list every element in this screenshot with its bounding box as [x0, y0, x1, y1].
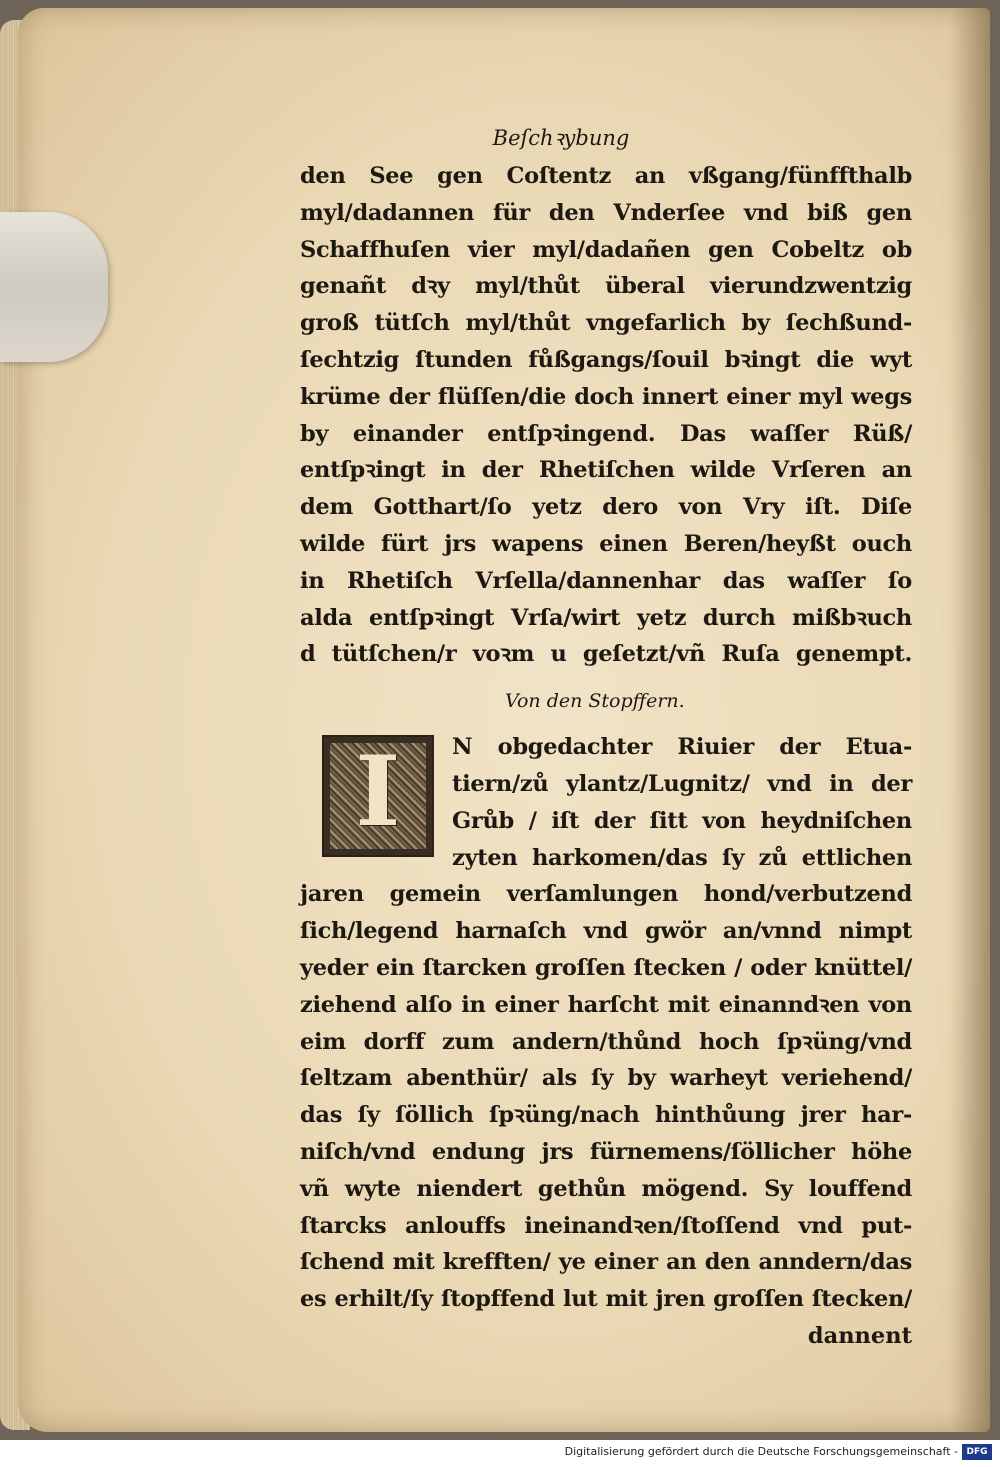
text-line: N obgedachter Riuier der Etua- [452, 734, 912, 761]
text-line: in Rhetiſch Vrſella/dannenhar das waſſer ſo [300, 567, 912, 594]
funding-credit: Digitalisierung gefördert durch die Deutsche Forschungsgemeinschaft - [564, 1445, 958, 1458]
text-line: eim dorff zum andern/thůnd hoch ſpꝛüng/vnd [300, 1028, 912, 1055]
dfg-logo[interactable]: DFG [962, 1444, 992, 1460]
text-line: ziehend alſo in einer harſcht mit einanndꝛen von [300, 991, 912, 1018]
text-line: ſchend mit krefften/ ye einer an den anndern/das [300, 1249, 912, 1276]
text-block [300, 118, 912, 1355]
paper-tab-strip [0, 212, 108, 362]
text-line: zyten harkomen/das ſy zů ettlichen [452, 844, 912, 871]
text-line: alda entſpꝛingt Vrſa/wirt yetz durch mißbꝛuch [300, 604, 912, 631]
footer-bar [0, 1440, 1000, 1467]
text-line: wilde fürt jrs wapens einen Beren/heyßt ouch [300, 530, 912, 557]
text-line: ſtarcks anlouffs ineinandꝛen/ſtoſſend vnd put- [300, 1212, 912, 1239]
text-line: genañt dꝛy myl/thůt überal vierundzwentzig [300, 273, 912, 300]
decorated-initial [322, 735, 434, 857]
text-line: dem Gotthart/ſo yetz dero von Vry iſt. Diſe [300, 494, 912, 521]
text-line: Grůb / iſt der ſitt von heydniſchen [452, 807, 912, 834]
running-head: Beſchꝛybung [492, 126, 630, 150]
text-line: es erhilt/ſy ſtopffend lut mit jren groſſen ſtecken/ [300, 1286, 912, 1313]
text-line: yeder ein ſtarcken groſſen ſtecken / oder knüttel/ [300, 954, 912, 981]
catchword: dannent [807, 1322, 912, 1349]
text-line: ſich/legend harnaſch vnd gwör an/vnnd nimpt [300, 918, 912, 945]
text-line: by einander entſpꝛingend. Das waſſer Rüß/ [300, 420, 912, 447]
text-line: krüme der flüſſen/die doch innert einer myl wegs [300, 383, 912, 410]
section-2 [300, 729, 912, 1318]
page-gutter-shadow [950, 8, 990, 1432]
text-line: groß tütſch myl/thůt vngefarlich by ſechßund- [300, 310, 912, 337]
text-line: das ſy ſöllich ſpꝛüng/nach hinthůung jrer har- [300, 1102, 912, 1129]
section-1 [300, 158, 912, 673]
text-line: jaren gemein verſamlungen hond/verbutzend [300, 881, 912, 908]
text-line: niſch/vnd endung jrs fürnemens/ſöllicher höhe [300, 1138, 912, 1165]
section-heading: Von den Stopffern. [505, 690, 685, 713]
text-line: vñ wyte niendert gethůn mögend. Sy louffend [300, 1175, 912, 1202]
initial-letter: I [355, 735, 401, 849]
text-line: Schaffhuſen vier myl/dadañen gen Cobeltz ob [300, 236, 912, 263]
text-line: myl/dadannen für den Vnderſee vnd biß gen [300, 199, 912, 226]
text-line: den See gen Coſtentz an vßgang/fünffthalb [300, 163, 912, 189]
text-line: ſeltzam abenthür/ als ſy by warheyt veriehend/ [300, 1065, 912, 1092]
text-line: ſechtzig ſtunden fůßgangs/ſouil bꝛingt die wyt [300, 346, 912, 373]
text-line: entſpꝛingt in der Rhetiſchen wilde Vrſeren an [300, 457, 912, 484]
text-line: tiern/zů ylantz/Lugnitz/ vnd in der [452, 770, 912, 797]
text-line: d tütſchen/r voꝛm u geſetzt/vñ Ruſa genempt. [300, 641, 912, 668]
